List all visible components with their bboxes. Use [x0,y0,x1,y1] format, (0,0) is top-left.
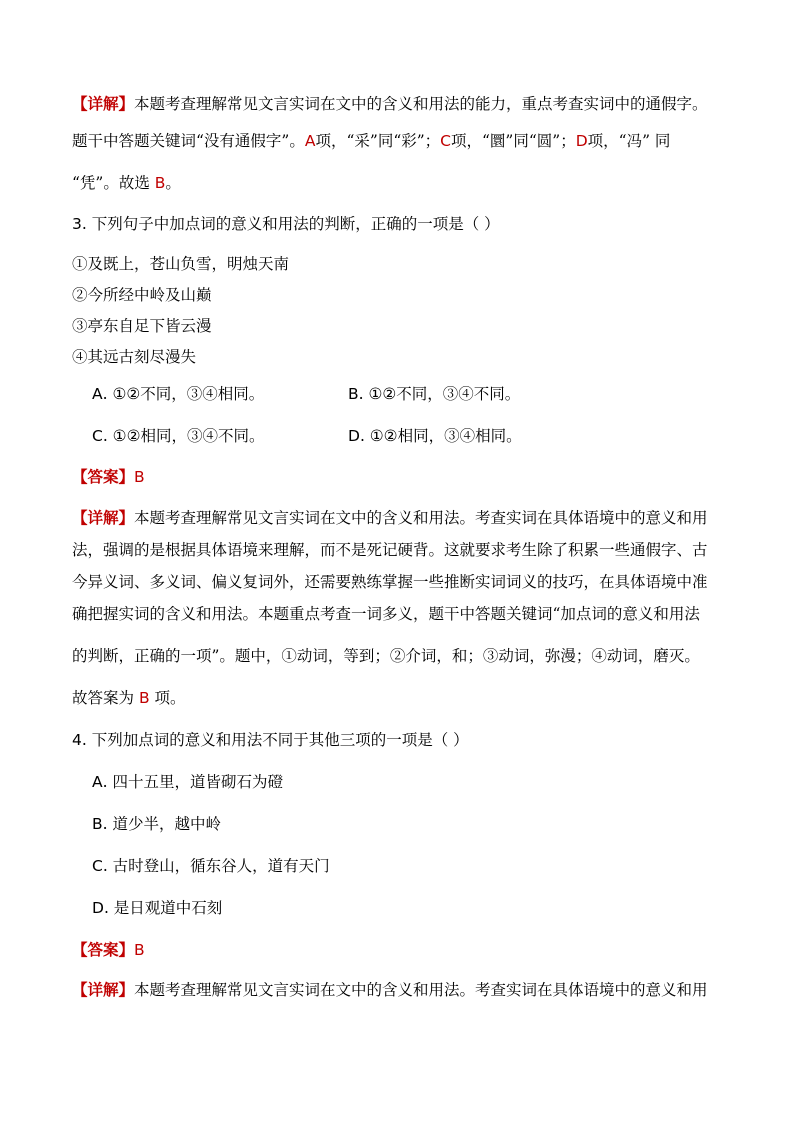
detail-line-3 [72,173,181,193]
detail-text: 。 [165,174,181,192]
option-letter: A [304,132,316,150]
q3-detail-line-1 [72,508,708,528]
answer-letter: B [134,941,145,959]
question-number: 4 [72,731,82,749]
option-letter: D [92,899,104,917]
q3-detail-line-4: 确把握实词的含义和用法。本题重点考查一词多义，题干中答题关键词“加点词的意义和用法 [72,605,700,623]
detail-label: 【详解】 [72,980,135,999]
detail-text: 故答案为 [72,689,139,707]
detail-text: 本题考查理解常见文言实词在文中的含义和用法的能力，重点考查实词中的通假字。 [134,95,708,113]
detail-line-1 [72,94,708,114]
detail-label: 【详解】 [72,94,135,113]
detail-text: 项，“冯” 同 [587,132,671,150]
detail-label: 【详解】 [72,508,135,527]
option-letter: A [92,773,103,791]
detail-text: 题干中答题关键词“没有通假字”。 [72,132,305,150]
q3-detail-final [72,688,186,708]
option-text: . ①②相同，③④不同。 [102,427,265,445]
detail-line-2 [72,131,670,151]
q3-sentence-2: ②今所经中岭及山巅 [72,286,212,304]
q3-detail-line-3: 今异义词、多义词、偏义复词外，还需要熟练掌握一些推断实词词义的技巧，在具体语境中准 [72,573,708,591]
option-letter: C [92,857,103,875]
option-text: . 古时登山，循东谷人，道有天门 [102,857,330,875]
q3-detail-line-2: 法，强调的是根据具体语境来理解，而不是死记硬背。这就要求考生除了积累一些通假字、古 [72,541,708,559]
option-letter: D [348,427,360,445]
option-letter: D [575,132,588,150]
detail-text: “凭”。故选 [72,174,155,192]
option-text: . ①②相同，③④相同。 [359,427,522,445]
answer-letter: B [134,468,145,486]
detail-text: 项，“采”同“彩”； [315,132,441,150]
q3-detail-line-5: 的判断，正确的一项”。题中，①动词，等到；②介词，和；③动词，弥漫；④动词，磨灭。 [72,647,700,665]
answer-label: 【答案】 [72,467,135,486]
question-text: . 下列句子中加点词的意义和用法的判断，正确的一项是（ ） [81,215,500,233]
q3-option-b [348,384,520,404]
option-text: . 是日观道中石刻 [103,899,223,917]
q3-answer [72,467,145,487]
q4-option-d [92,898,222,918]
q4-option-b [92,814,221,834]
question-number: 3 [72,215,82,233]
question-4-stem [72,730,469,750]
answer-letter: B [138,689,150,707]
option-text: . ①②不同，③④不同。 [358,385,521,403]
option-text: . ①②不同，③④相同。 [102,385,265,403]
answer-letter: B [154,174,166,192]
q3-option-d [348,426,522,446]
answer-label: 【答案】 [72,940,135,959]
option-letter: A [92,385,103,403]
q3-sentence-3: ③亭东自足下皆云漫 [72,317,212,335]
q3-sentence-1: ①及既上，苍山负雪，明烛天南 [72,255,290,273]
q3-option-c [92,426,264,446]
question-3-stem [72,214,500,234]
detail-text: 本题考查理解常见文言实词在文中的含义和用法。考查实词在具体语境中的意义和用 [134,509,708,527]
question-text: . 下列加点词的意义和用法不同于其他三项的一项是（ ） [81,731,469,749]
option-letter: B [92,815,103,833]
q4-detail-line-1 [72,980,708,1000]
detail-text: 项。 [149,689,186,707]
q3-option-a [92,384,264,404]
q4-option-c [92,856,330,876]
option-text: . 四十五里，道皆砌石为磴 [102,773,283,791]
option-text: . 道少半，越中岭 [102,815,221,833]
q3-sentence-4: ④其远古刻尽漫失 [72,348,197,366]
q4-answer [72,940,145,960]
option-letter: C [440,132,451,150]
q4-option-a [92,772,283,792]
detail-text: 项，“圜”同“圆”； [451,132,576,150]
option-letter: B [348,385,359,403]
detail-text: 本题考查理解常见文言实词在文中的含义和用法。考查实词在具体语境中的意义和用 [134,981,708,999]
option-letter: C [92,427,103,445]
